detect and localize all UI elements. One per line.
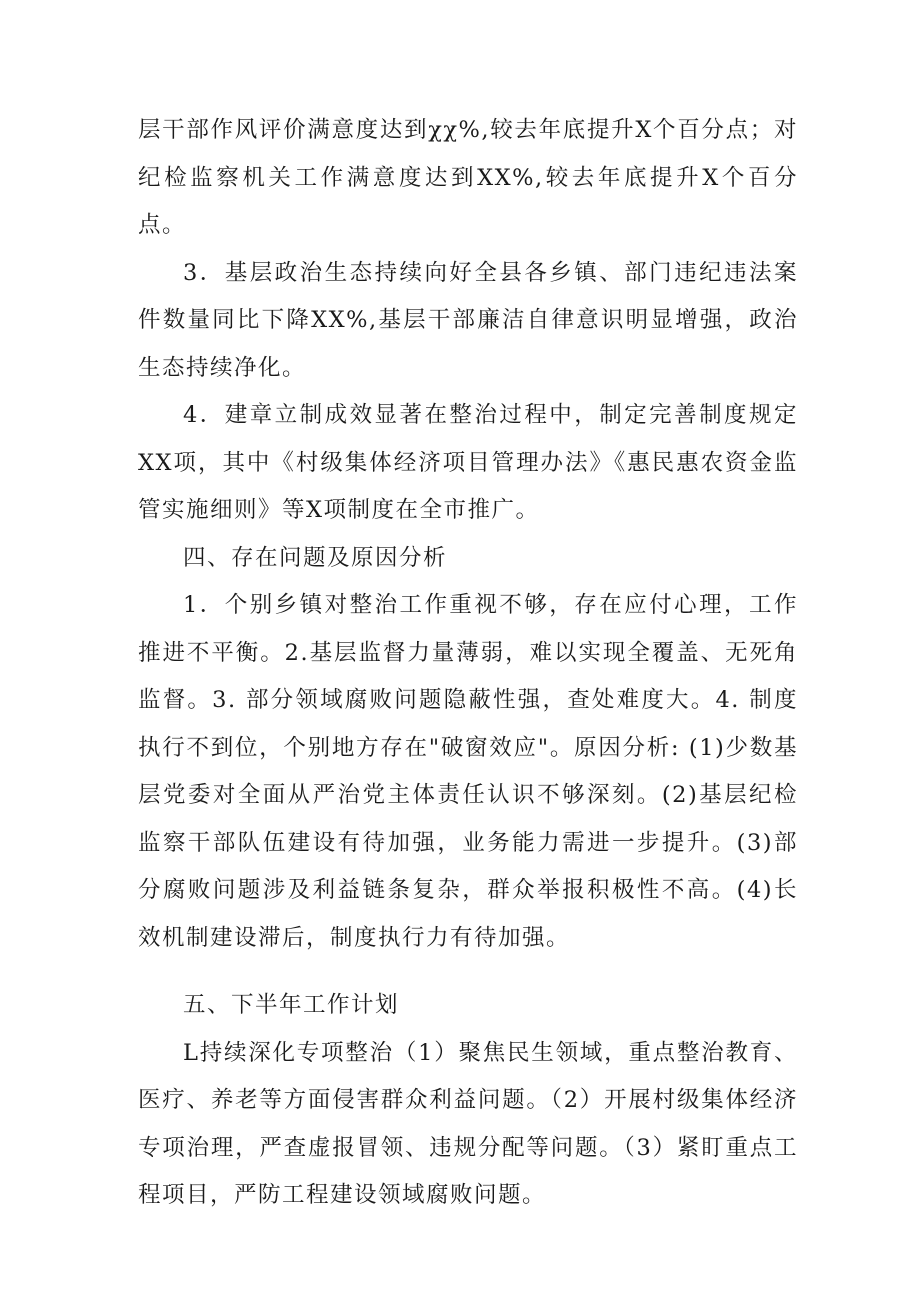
paragraph-satisfaction: 层干部作风评价满意度达到χχ%,较去年底提升X个百分点；对纪检监察机关工作满意度达到XX%,较去年底提升X个百分点。 bbox=[138, 117, 798, 238]
section-heading-problems: 四、存在问题及原因分析 bbox=[183, 544, 448, 571]
paragraph-problems-analysis: 1．个别乡镇对整治工作重视不够，存在应付心理，工作推进不平衡。2.基层监督力量薄弱，难以实现全覆盖、无死角监督。3. 部分领域腐败问题隐蔽性强，查处难度大。4. 制度执行不到位，个别地方存在"破窗效应"。原因分析: (1)少数基层党委对全面从严治党主体责任认识不够深刻。(2)基层纪检监察干部队伍建设有待加强，业务能力需进一步提升。(3)部分腐败问题涉及利益链条复杂，群众举报积极性不高。(4)长效机制建设滞后，制度执行力有待加强。 bbox=[138, 592, 798, 951]
paragraph-political-ecology: 3．基层政治生态持续向好全县各乡镇、部门违纪违法案件数量同比下降XX%,基层干部廉洁自律意识明显增强，政治生态持续净化。 bbox=[138, 259, 798, 381]
paragraph-institution-building: 4．建章立制成效显著在整治过程中，制定完善制度规定XX项，其中《村级集体经济项目管理办法》《惠民惠农资金监管实施细则》等X项制度在全市推广。 bbox=[138, 402, 798, 523]
document-body bbox=[138, 107, 798, 1220]
paragraph-work-plan: L持续深化专项整治（1）聚焦民生领域，重点整治教育、医疗、养老等方面侵害群众利益问题。（2）开展村级集体经济专项治理，严查虚报冒领、违规分配等问题。（3）紧盯重点工程项目，严防工程建设领域腐败问题。 bbox=[138, 1039, 798, 1208]
section-heading-plan: 五、下半年工作计划 bbox=[183, 992, 400, 1018]
